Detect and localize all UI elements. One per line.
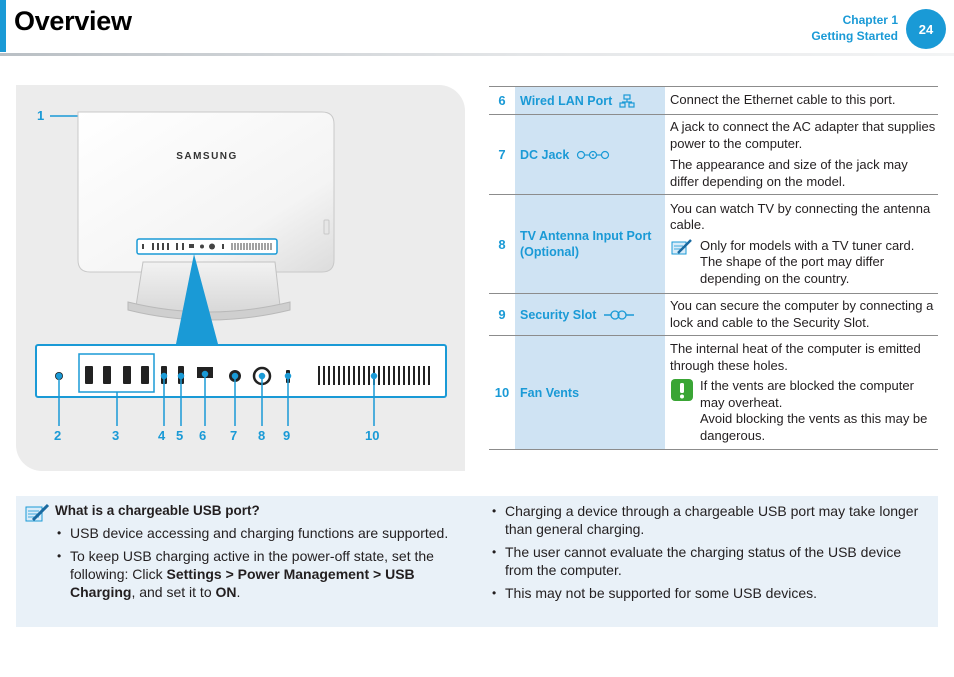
port-label-5: 5 <box>176 428 184 443</box>
port-label-10: 10 <box>365 428 380 443</box>
row-number: 7 <box>489 115 515 195</box>
list-item: • USB device accessing and charging functions are supported. <box>54 524 464 542</box>
row-description <box>665 294 938 336</box>
page-title: Overview <box>14 6 132 36</box>
callout-label-1: 1 <box>37 108 45 123</box>
row-description <box>665 195 938 294</box>
tip-right-column <box>489 502 929 607</box>
row-description <box>665 336 938 450</box>
tip-list <box>489 502 929 602</box>
row-label <box>515 294 665 336</box>
chapter-label: Chapter 1 <box>842 13 898 27</box>
port-label-4: 4 <box>158 428 166 443</box>
computer-stand <box>136 262 280 312</box>
settings-path: Settings > Power Management > USB Charging <box>70 566 415 600</box>
tip-list <box>54 524 464 601</box>
port-label-2: 2 <box>54 428 62 443</box>
description-text: You can watch TV by connecting the antenna cable. <box>670 200 931 233</box>
page-number-badge: 24 <box>906 9 946 49</box>
table-row <box>489 115 938 195</box>
row-number: 8 <box>489 195 515 294</box>
description-text: The internal heat of the computer is emitted through these holes. <box>670 341 921 373</box>
warning-icon <box>670 378 700 444</box>
dc-jack-icon <box>576 150 610 160</box>
description-text: Connect the Ethernet cable to this port. <box>670 92 896 108</box>
port-spec-table <box>489 86 938 450</box>
port-label-9: 9 <box>283 428 291 443</box>
row-number: 9 <box>489 294 515 336</box>
row-label-text: DC Jack <box>520 147 570 162</box>
row-number: 10 <box>489 336 515 450</box>
row-label <box>515 87 665 115</box>
warning-note <box>670 378 938 444</box>
warning-text <box>700 378 938 444</box>
row-number: 6 <box>489 87 515 115</box>
brand-logo: SAMSUNG <box>176 151 238 162</box>
tip-left-column <box>24 500 464 606</box>
row-label: Fan Vents <box>515 336 665 450</box>
tip-heading: What is a chargeable USB port? <box>55 503 260 518</box>
warning-text-line: Avoid blocking the vents as this may be dangerous. <box>700 411 928 443</box>
table-row <box>489 195 938 294</box>
list-item: • This may not be supported for some USB devices. <box>489 584 929 602</box>
row-description <box>665 115 938 195</box>
port-label-6: 6 <box>199 428 207 443</box>
description-text: A jack to connect the AC adapter that supplies power to the computer. <box>670 119 936 151</box>
table-row <box>489 87 938 115</box>
list-item: • The user cannot evaluate the charging status of the USB device from the computer. <box>489 543 929 579</box>
port-label-8: 8 <box>258 428 266 443</box>
pencil-note-icon <box>670 238 700 288</box>
pencil-note-icon <box>24 502 50 526</box>
table-row <box>489 294 938 336</box>
warning-text-line: If the vents are blocked the computer may overheat. <box>700 378 914 410</box>
row-label-text: Wired LAN Port <box>520 93 613 108</box>
row-label-text: Security Slot <box>520 307 597 322</box>
description-text: You can secure the computer by connecting a lock and cable to the Security Slot. <box>670 298 934 330</box>
table-row <box>489 336 938 450</box>
setting-value: ON <box>215 584 237 600</box>
note-text: Only for models with a TV tuner card. The shape of the port may differ depending on the country. <box>700 237 915 286</box>
list-item: • To keep USB charging active in the power-off state, set the following: Click Settings > Power Management > USB Charging, and set it to ON. <box>54 547 464 601</box>
list-item: • Charging a device through a chargeable USB port may take longer than general charging. <box>489 502 929 538</box>
section-label: Getting Started <box>811 29 898 43</box>
security-lock-icon <box>603 310 635 320</box>
lan-icon <box>619 94 635 108</box>
row-description <box>665 87 938 115</box>
port-label-3: 3 <box>112 428 120 443</box>
note <box>670 238 938 288</box>
port-label-7: 7 <box>230 428 238 443</box>
row-label <box>515 115 665 195</box>
description-text: The appearance and size of the jack may differ depending on the model. <box>670 157 908 189</box>
row-label: TV Antenna Input Port (Optional) <box>515 195 665 294</box>
